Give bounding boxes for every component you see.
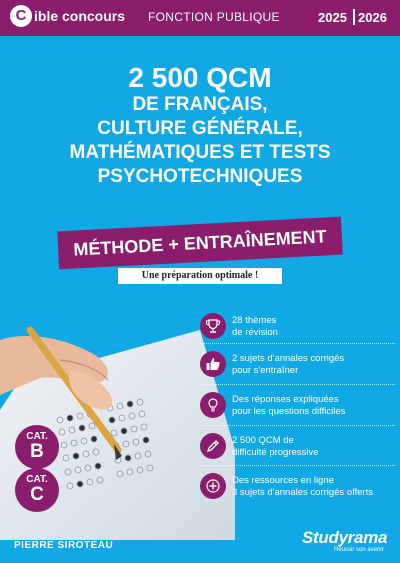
feature-line: 2 500 QCM de	[232, 435, 294, 446]
category-letter: C	[30, 484, 44, 505]
feature-line: Des ressources en ligne	[232, 475, 334, 486]
tagline: Une préparation optimale !	[118, 268, 282, 284]
feature-line: 3 sujets d'annales corrigés offerts	[232, 487, 374, 498]
feature-text	[232, 394, 397, 418]
author-name: PIERRE SIROTEAU	[14, 540, 114, 551]
feature-line: de révision	[232, 327, 278, 338]
category-c-badge	[15, 468, 59, 512]
publisher-name: Studyrama	[302, 528, 388, 547]
feature-text	[232, 353, 397, 377]
plus-circle-icon	[200, 473, 226, 499]
pencil-icon	[200, 433, 226, 459]
feature-item	[200, 433, 395, 473]
collection-name: FONCTION PUBLIQUE	[148, 10, 280, 24]
year-end: 2026	[358, 10, 387, 25]
feature-text	[232, 475, 397, 499]
category-prefix: CAT.	[26, 431, 48, 442]
feature-text	[232, 315, 397, 339]
trophy-icon	[200, 313, 226, 339]
title-line-2: DE FRANÇAIS,	[132, 94, 268, 115]
category-prefix: CAT.	[26, 474, 48, 485]
feature-divider	[200, 465, 395, 466]
year-start: 2025	[318, 10, 347, 25]
collection-brand: ible concours	[34, 8, 126, 24]
feature-line: 28 thèmes	[232, 315, 277, 326]
method-ribbon: MÉTHODE + ENTRAÎNEMENT	[57, 217, 343, 270]
feature-item	[200, 473, 395, 513]
publisher-tagline: Réussir son avenir	[334, 547, 384, 553]
feature-item	[200, 313, 395, 353]
feature-line: pour s'entraîner	[232, 365, 299, 376]
year-separator	[353, 9, 355, 25]
feature-line: pour les questions difficiles	[232, 406, 346, 417]
category-letter: B	[30, 441, 44, 462]
feature-divider	[200, 425, 395, 426]
lightbulb-icon	[200, 392, 226, 418]
feature-divider	[200, 343, 395, 344]
thumbs-up-icon	[200, 351, 226, 377]
feature-line: difficulté progressive	[232, 447, 319, 458]
feature-line: Des réponses expliquées	[232, 394, 339, 405]
collection-logo: C	[10, 5, 32, 27]
feature-line: 2 sujets d'annales corrigés	[232, 353, 345, 364]
feature-item	[200, 351, 395, 391]
title-line-1: 2 500 QCM	[128, 62, 272, 93]
title-line-5: PSYCHOTECHNIQUES	[97, 166, 303, 187]
header-bar	[0, 0, 400, 36]
publisher-logo	[302, 528, 392, 556]
feature-text	[232, 435, 397, 459]
feature-item	[200, 392, 395, 432]
title-line-3: CULTURE GÉNÉRALE,	[97, 118, 303, 139]
category-b-badge	[15, 425, 59, 469]
feature-divider	[200, 384, 395, 385]
title-line-4: MATHÉMATIQUES ET TESTS	[69, 142, 331, 163]
